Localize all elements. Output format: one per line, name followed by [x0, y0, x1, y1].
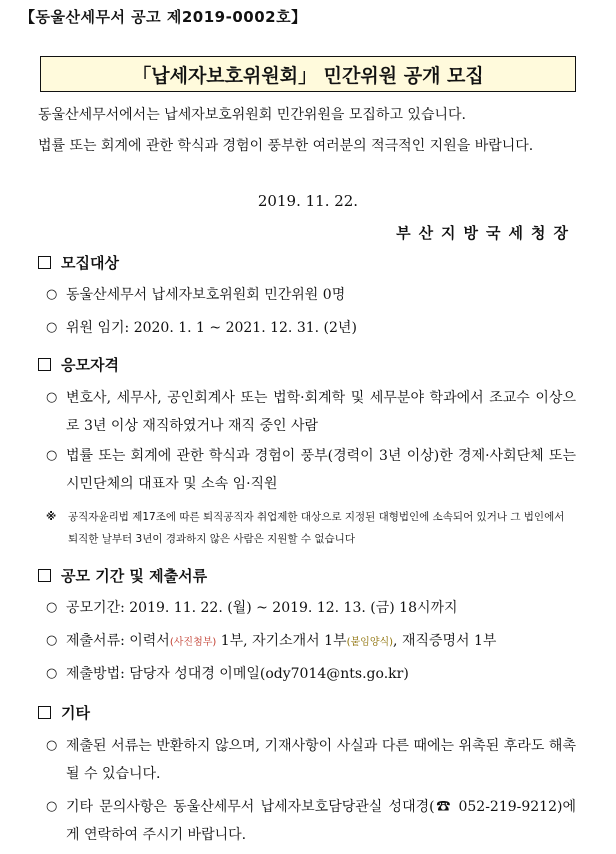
- square-bullet-icon: [38, 256, 51, 269]
- reference-mark-icon: ※: [46, 511, 57, 523]
- section-heading-qualify: [38, 354, 119, 375]
- section-title: 모집대상: [61, 254, 119, 272]
- note-form: (붙임양식): [346, 637, 394, 648]
- circle-bullet-icon: ○: [46, 738, 58, 753]
- list-item: ○ 제출방법: 담당자 성대경 이메일(ody7014@nts.go.kr): [46, 660, 576, 688]
- list-item: ○ 제출된 서류는 반환하지 않으며, 기재사항이 사실과 다른 때에는 위촉된 후라도 해촉될 수 있습니다.: [46, 732, 576, 788]
- square-bullet-icon: [38, 358, 51, 371]
- intro-paragraph: [38, 100, 578, 162]
- list-item: ○ 변호사, 세무사, 공인회계사 또는 법학·회계학 및 세무분야 학과에서 조교수 이상으로 3년 이상 재직하였거나 재직 중인 사람: [46, 384, 576, 440]
- list-item: ○ 제출서류: 이력서(사진첨부) 1부, 자기소개서 1부(붙임양식), 재직증명서 1부: [46, 627, 576, 657]
- circle-bullet-icon: ○: [46, 448, 58, 463]
- circle-bullet-icon: ○: [46, 287, 58, 302]
- section-heading-etc: [38, 702, 90, 723]
- circle-bullet-icon: ○: [46, 320, 58, 335]
- circle-bullet-icon: ○: [46, 666, 58, 681]
- list-item: ○ 위원 임기: 2020. 1. 1 ~ 2021. 12. 31. (2년): [46, 314, 576, 342]
- list-item: ○ 기타 문의사항은 동울산세무서 납세자보호담당관실 성대경(☎ 052-219-9212)에게 연락하여 주시기 바랍니다.: [46, 793, 576, 849]
- issuing-office: 부산지방국세청장: [396, 224, 576, 242]
- notice-date: 2019. 11. 22.: [257, 192, 359, 210]
- section-heading-period: [38, 565, 207, 586]
- page-title: 「납세자보호위원회」 민간위원 공개 모집: [40, 56, 576, 92]
- footnote: ※ 공직자윤리법 제17조에 따른 퇴직공직자 취업제한 대상으로 지정된 대형법인에 소속되어 있거나 그 법인에서 퇴직한 날부터 3년이 경과하지 않은 사람은 지원할 수 없습니다: [46, 506, 576, 550]
- section-title: 기타: [61, 704, 90, 722]
- section-title: 공모 기간 및 제출서류: [61, 567, 208, 585]
- intro-line: 동울산세무서에서는 납세자보호위원회 민간위원을 모집하고 있습니다.: [38, 107, 466, 123]
- square-bullet-icon: [38, 569, 51, 582]
- list-item: ○ 법률 또는 회계에 관한 학식과 경험이 풍부(경력이 3년 이상)한 경제·사회단체 또는 시민단체의 대표자 및 소속 임·직원: [46, 442, 576, 498]
- section-title: 응모자격: [61, 356, 119, 374]
- intro-line: 법률 또는 회계에 관한 학식과 경험이 풍부한 여러분의 적극적인 지원을 바랍니다.: [38, 138, 534, 154]
- circle-bullet-icon: ○: [46, 600, 58, 615]
- circle-bullet-icon: ○: [46, 799, 58, 814]
- list-item: ○ 동울산세무서 납세자보호위원회 민간위원 0명: [46, 281, 576, 309]
- list-item: ○ 공모기간: 2019. 11. 22. (월) ~ 2019. 12. 13. (금) 18시까지: [46, 594, 576, 622]
- notice-number: 【동울산세무서 공고 제2019-0002호】: [20, 8, 307, 26]
- circle-bullet-icon: ○: [46, 633, 58, 648]
- square-bullet-icon: [38, 706, 51, 719]
- section-heading-recruit: [38, 252, 119, 273]
- note-photo: (사진첨부): [169, 637, 217, 648]
- circle-bullet-icon: ○: [46, 390, 58, 405]
